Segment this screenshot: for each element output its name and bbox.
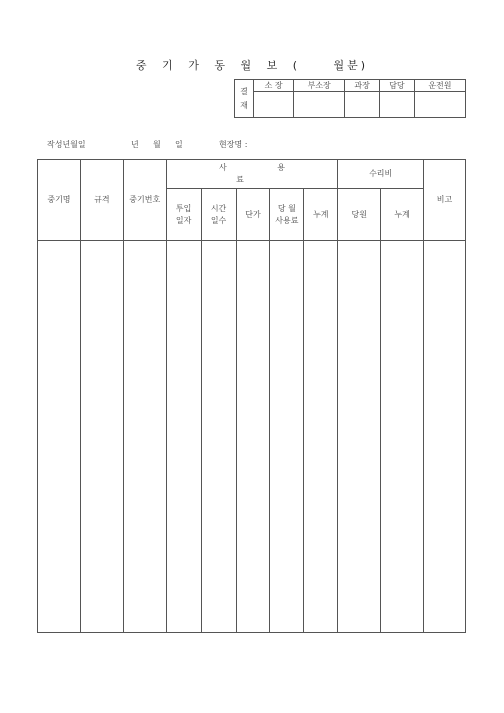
approval-box (234, 79, 466, 118)
body-cell[interactable] (38, 241, 81, 633)
site-label: 현장명 : (219, 140, 248, 149)
approval-sign-cell[interactable] (254, 92, 294, 118)
header-month-fee: 당 월 사용료 (270, 189, 304, 241)
header-remarks: 비고 (424, 160, 466, 241)
title-char: 동 (214, 59, 228, 72)
year-label: 년 (131, 140, 139, 149)
document-title (0, 57, 504, 73)
body-cell[interactable] (236, 241, 270, 633)
header-repair-cumulative: 누계 (381, 189, 424, 241)
title-char: ( (292, 59, 301, 72)
body-cell[interactable] (270, 241, 304, 633)
header-equipment-name: 중기명 (38, 160, 81, 241)
body-cell[interactable] (80, 241, 123, 633)
body-cell[interactable] (166, 241, 201, 633)
title-char: 월 (240, 59, 255, 72)
approval-role: 소 장 (254, 80, 294, 92)
header-equipment-no: 중기번호 (123, 160, 166, 241)
approval-role: 운전원 (414, 80, 465, 92)
body-cell[interactable] (304, 241, 338, 633)
body-cell[interactable] (424, 241, 466, 633)
approval-role: 과장 (345, 80, 380, 92)
body-cell[interactable] (338, 241, 381, 633)
header-repair-current: 당원 (338, 189, 381, 241)
equipment-table (37, 159, 466, 633)
approval-sign-cell[interactable] (345, 92, 380, 118)
date-label: 작성년월일 (47, 140, 86, 149)
approval-sign-cell[interactable] (294, 92, 345, 118)
month-label: 월 (153, 140, 161, 149)
approval-sign-cell[interactable] (380, 92, 415, 118)
body-cell[interactable] (123, 241, 166, 633)
title-char: 보 (266, 59, 281, 72)
header-unit-price: 단가 (236, 189, 270, 241)
approval-role: 부소장 (294, 80, 345, 92)
info-line (0, 139, 504, 151)
header-cumulative: 누계 (304, 189, 338, 241)
title-char: 월분) (333, 59, 369, 72)
header-spec: 규격 (80, 160, 123, 241)
header-usage-fee: 사 용 료 (166, 160, 338, 189)
title-char: 기 (162, 59, 176, 72)
body-cell[interactable] (201, 241, 236, 633)
header-repair: 수리비 (338, 160, 424, 189)
title-char: 중 (135, 59, 150, 72)
header-hours-days: 시간 일수 (201, 189, 236, 241)
day-label: 일 (175, 140, 183, 149)
approval-stamp-label: 결 재 (235, 80, 254, 118)
header-input-date: 투입 일자 (166, 189, 201, 241)
approval-sign-cell[interactable] (414, 92, 465, 118)
body-cell[interactable] (381, 241, 424, 633)
approval-role: 담당 (380, 80, 415, 92)
title-char: 가 (188, 59, 202, 72)
